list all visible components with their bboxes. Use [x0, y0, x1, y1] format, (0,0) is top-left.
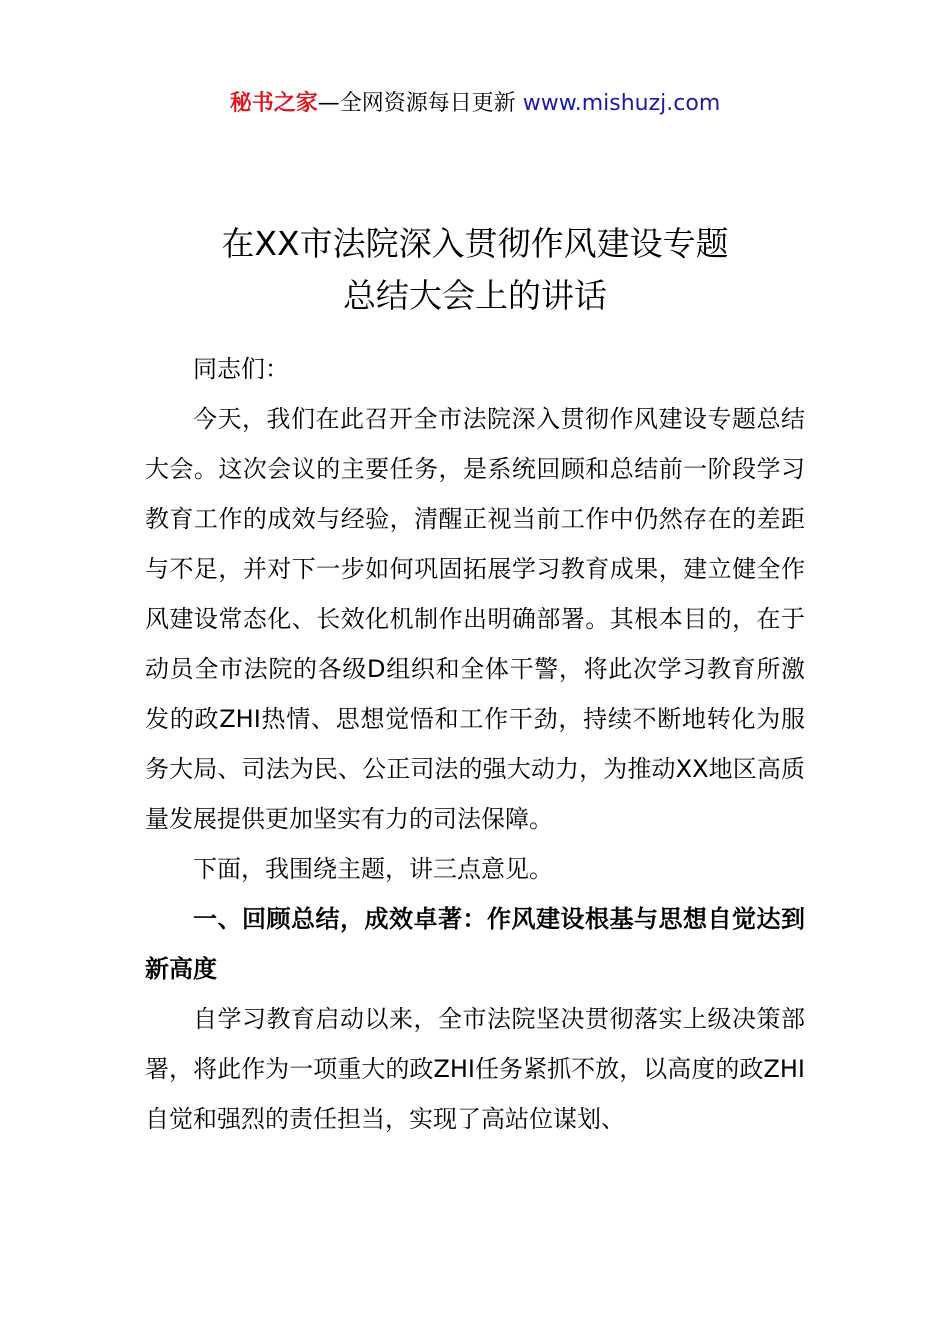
title-line-1: 在XX市法院深入贯彻作风建设专题 [221, 224, 729, 263]
paragraph-outline: 下面，我围绕主题，讲三点意见。 [193, 855, 553, 883]
document-body [145, 344, 805, 1144]
site-brand: 秘书之家 [229, 91, 318, 116]
site-header [0, 86, 950, 122]
document-title [0, 218, 950, 322]
section-heading-1: 一、回顾总结，成效卓著：作风建设根基与思想自觉达到新高度 [145, 905, 805, 983]
paragraph-intro: 今天，我们在此召开全市法院深入贯彻作风建设专题总结大会。这次会议的主要任务，是系统回顾和总结前一阶段学习教育工作的成效与经验，清醒正视当前工作中仍然存在的差距与不足，并对下一步如何巩固拓展学习教育成果，建立健全作风建设常态化、长效化机制作出明确部署。其根本目的，在于动员全市法院的各级D组织和全体干警，将此次学习教育所激发的政ZHI热情、思想觉悟和工作干劲，持续不断地转化为服务大局、司法为民、公正司法的强大动力，为推动XX地区高质量发展提供更加坚实有力的司法保障。 [145, 405, 805, 833]
salutation: 同志们： [193, 355, 289, 383]
site-tagline: —全网资源每日更新 [317, 91, 516, 116]
title-line-2: 总结大会上的讲话 [343, 276, 607, 315]
site-url-link[interactable]: www.mishuzj.com [522, 91, 721, 116]
paragraph-section-1: 自学习教育启动以来，全市法院坚决贯彻落实上级决策部署，将此作为一项重大的政ZHI任务紧抓不放，以高度的政ZHI自觉和强烈的责任担当，实现了高站位谋划、 [145, 1005, 805, 1133]
